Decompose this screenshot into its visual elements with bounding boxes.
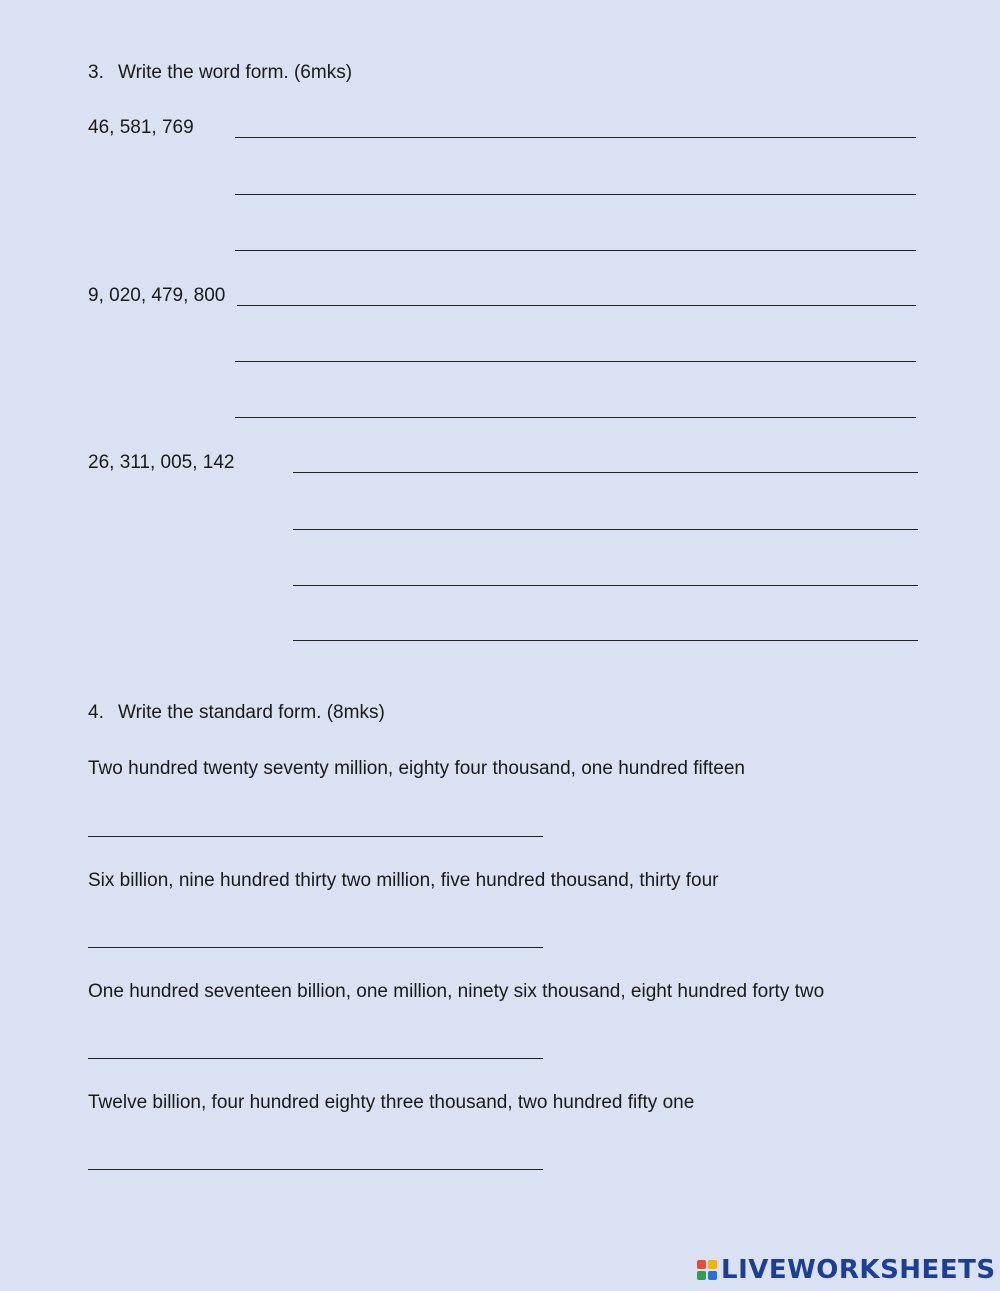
q3-item-1-answer-2[interactable]	[235, 168, 916, 196]
q3-item-3-label: 26, 311, 005, 142	[88, 452, 235, 473]
logo-text: LIVEWORKSHEETS	[721, 1255, 996, 1285]
q4-item-2-prompt: Six billion, nine hundred thirty two million, five hundred thousand, thirty four	[88, 870, 719, 891]
q4-item-3-answer[interactable]	[88, 1032, 543, 1060]
logo-block	[697, 1260, 706, 1269]
q3-item-1-label: 46, 581, 769	[88, 117, 194, 138]
q3-item-1-answer-1[interactable]	[235, 111, 916, 139]
q3-item-3-answer-3[interactable]	[293, 559, 918, 587]
q4-heading-text: Write the standard form. (8mks)	[118, 702, 385, 723]
q4-heading	[88, 701, 385, 725]
q3-item-3-answer-4[interactable]	[293, 614, 918, 642]
logo-block	[708, 1271, 717, 1280]
q4-item-4-prompt: Twelve billion, four hundred eighty three thousand, two hundred fifty one	[88, 1092, 695, 1113]
q3-item-2-label: 9, 020, 479, 800	[88, 285, 226, 306]
logo-block	[708, 1260, 717, 1269]
q3-number: 3.	[88, 62, 104, 83]
q4-item-1-prompt: Two hundred twenty seventy million, eighty four thousand, one hundred fifteen	[88, 758, 745, 779]
q4-item-3-prompt: One hundred seventeen billion, one million, ninety six thousand, eight hundred forty two	[88, 981, 825, 1002]
q3-item-3-answer-1[interactable]	[293, 446, 918, 474]
q3-item-1-answer-3[interactable]	[235, 224, 916, 252]
q3-heading	[88, 61, 352, 85]
q4-item-1-answer[interactable]	[88, 810, 543, 838]
q4-item-4-answer[interactable]	[88, 1143, 543, 1171]
logo-block	[697, 1271, 706, 1280]
q3-item-2-answer-2[interactable]	[235, 335, 916, 363]
q3-item-3-answer-2[interactable]	[293, 503, 918, 531]
q3-item-2-answer-3[interactable]	[235, 391, 916, 419]
q4-item-2-answer[interactable]	[88, 921, 543, 949]
q3-item-2-answer-1[interactable]	[237, 279, 916, 307]
liveworksheets-logo[interactable]	[697, 1255, 996, 1285]
q3-heading-text: Write the word form. (6mks)	[118, 62, 353, 83]
q4-number: 4.	[88, 702, 104, 723]
logo-blocks-icon	[697, 1260, 717, 1280]
